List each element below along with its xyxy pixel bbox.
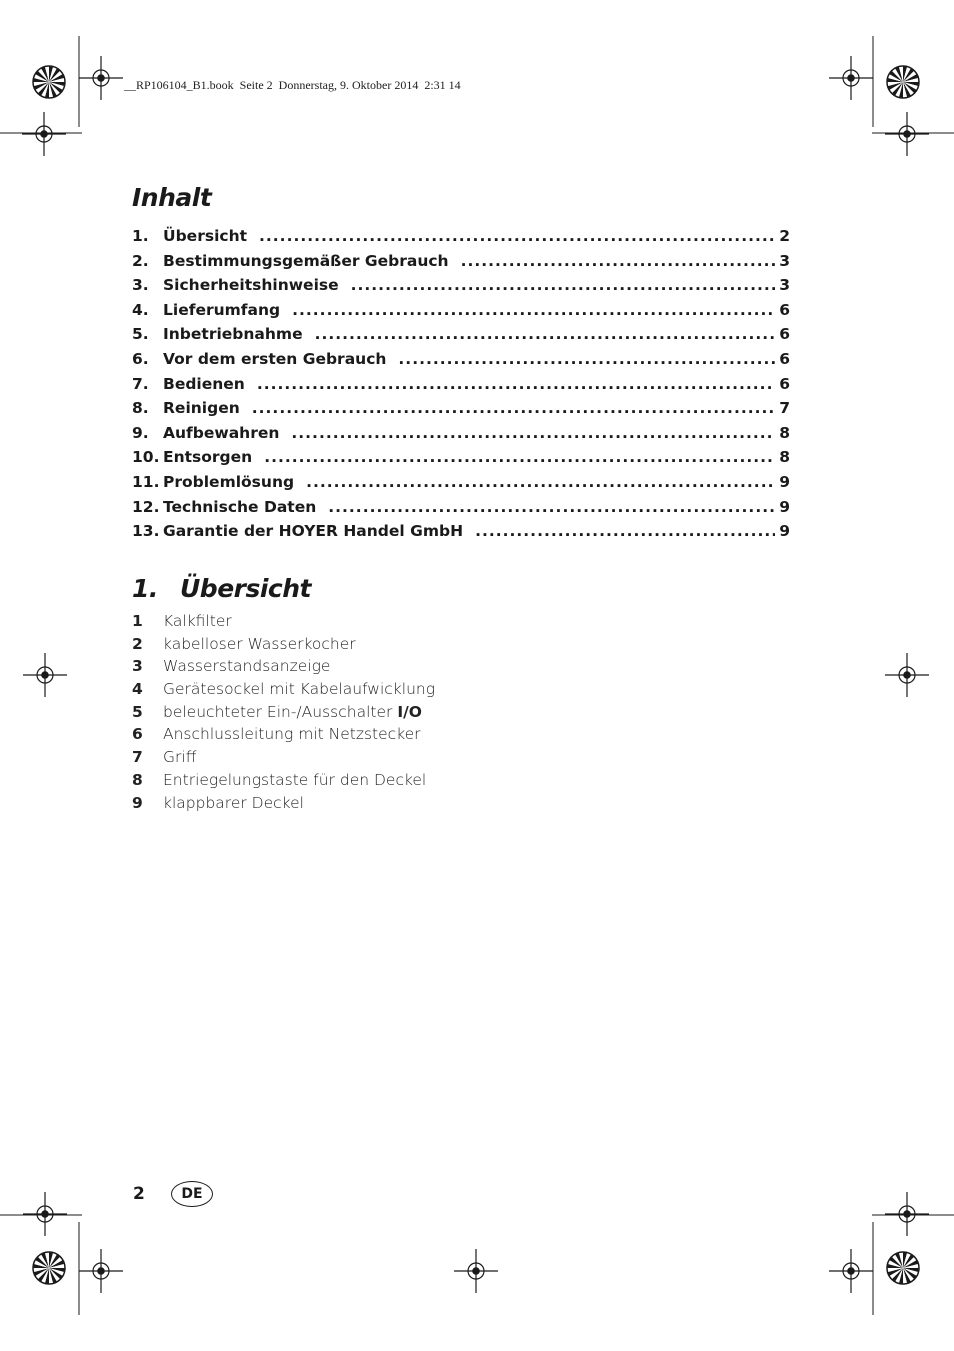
toc-entry-title: Bestimmungsgemäßer Gebrauch [163,251,449,270]
page-footer [133,1181,213,1207]
toc-entry-title: Inbetriebnahme [163,325,303,344]
list-item [132,703,435,726]
toc-entry[interactable] [132,252,790,277]
toc-dot-leader [351,276,776,294]
registration-crosshair-icon [79,56,123,100]
part-label: kabelloser Wasserkocher [163,634,356,653]
registration-crosshair-icon [79,1249,123,1293]
toc-entry-page: 8 [779,448,790,467]
list-item [132,771,435,794]
toc-dot-leader [257,375,775,393]
list-item [132,680,435,703]
color-wheel-icon [33,66,65,98]
toc-entry-number: 12. [132,497,160,516]
toc-entry-page: 9 [779,522,790,541]
registration-crosshair-icon [22,112,66,156]
part-number: 4 [132,680,143,699]
list-item [132,725,435,748]
part-label: beleuchteter Ein-/Ausschalter [163,702,393,721]
registration-crosshair-icon [23,653,67,697]
toc-entry[interactable] [132,375,790,400]
toc-entry-title: Vor dem ersten Gebrauch [163,349,387,368]
registration-crosshair-icon [885,653,929,697]
registration-crosshair-icon [829,56,873,100]
toc-entry-page: 3 [779,276,790,295]
part-label: Anschlussleitung mit Netzstecker [163,725,421,744]
toc-entry-page: 7 [779,399,790,418]
toc-entry-page: 8 [779,423,790,442]
part-number: 2 [132,634,143,653]
toc-entry-number: 8. [132,399,149,418]
part-number: 3 [132,657,143,676]
part-number: 1 [132,612,143,630]
toc-entry-title: Lieferumfang [163,300,281,319]
toc-entry[interactable] [132,301,790,326]
toc-entry-title: Technische Daten [163,497,317,516]
part-number: 9 [132,793,143,812]
toc-entry-number: 9. [132,423,149,442]
section-number: 1. [132,574,158,603]
toc-entry-number: 13. [132,522,160,541]
toc-entry-page: 9 [779,497,790,516]
part-label: klappbarer Deckel [163,793,304,812]
toc-dot-leader [461,252,776,270]
list-item [132,748,435,771]
toc-entry-page: 6 [779,325,790,344]
registration-crosshair-icon [23,1192,67,1236]
part-number: 8 [132,770,143,789]
toc-entry-number: 5. [132,325,149,344]
toc-entry-page: 3 [779,251,790,270]
section-heading [132,574,311,603]
toc-dot-leader [315,325,776,343]
color-wheel-icon [33,1252,65,1284]
color-wheel-icon [887,1252,919,1284]
part-label: Entriegelungstaste für den Deckel [163,770,427,789]
part-label: Kalkfilter [163,612,232,630]
table-of-contents [132,227,790,547]
toc-entry-title: Sicherheitshinweise [163,276,339,295]
parts-list [132,612,435,816]
toc-entry[interactable] [132,522,790,547]
toc-entry[interactable] [132,276,790,301]
toc-entry-number: 4. [132,300,149,319]
toc-entry[interactable] [132,325,790,350]
toc-entry[interactable] [132,448,790,473]
toc-entry[interactable] [132,424,790,449]
part-label: Gerätesockel mit Kabelaufwicklung [163,680,436,699]
toc-entry-number: 2. [132,251,149,270]
toc-entry-number: 1. [132,227,149,245]
list-item [132,612,435,635]
toc-entry[interactable] [132,498,790,523]
color-wheel-icon [887,66,919,98]
toc-dot-leader [259,227,775,245]
toc-entry-number: 11. [132,472,160,491]
toc-dot-leader [475,522,775,540]
toc-entry-title: Bedienen [163,374,245,393]
registration-crosshair-icon [885,1192,929,1236]
toc-entry-title: Aufbewahren [163,423,280,442]
toc-entry-page: 2 [779,227,790,245]
toc-entry[interactable] [132,473,790,498]
list-item [132,657,435,680]
toc-entry[interactable] [132,350,790,375]
page-number: 2 [133,1184,145,1204]
part-number: 6 [132,725,143,744]
language-badge: DE [171,1181,213,1207]
toc-entry[interactable] [132,399,790,424]
section-title: Übersicht [180,574,311,603]
part-label: Griff [163,748,197,767]
toc-dot-leader [328,498,775,516]
toc-dot-leader [252,399,775,417]
toc-entry-title: Übersicht [163,227,248,245]
toc-entry-number: 6. [132,349,149,368]
toc-dot-leader [306,473,775,491]
list-item [132,635,435,658]
toc-heading: Inhalt [132,183,212,212]
toc-entry-title: Problemlösung [163,472,295,491]
toc-entry[interactable] [132,227,790,252]
toc-dot-leader [264,448,775,466]
switch-symbol: I/O [397,702,422,721]
toc-entry-title: Garantie der HOYER Handel GmbH [163,522,464,541]
part-number: 5 [132,702,143,721]
toc-entry-page: 9 [779,472,790,491]
toc-dot-leader [292,301,775,319]
toc-dot-leader [398,350,775,368]
toc-entry-number: 7. [132,374,149,393]
toc-entry-title: Entsorgen [163,448,253,467]
registration-crosshair-icon [454,1249,498,1293]
toc-entry-page: 6 [779,349,790,368]
registration-crosshair-icon [885,112,929,156]
toc-entry-number: 3. [132,276,149,295]
list-item [132,794,435,817]
toc-dot-leader [291,424,775,442]
print-info-line: __RP106104_B1.book Seite 2 Donnerstag, 9. Oktober 2014 2:31 14 [124,78,461,92]
part-number: 7 [132,748,143,767]
toc-entry-page: 6 [779,374,790,393]
part-label: Wasserstandsanzeige [163,657,331,676]
toc-entry-title: Reinigen [163,399,240,418]
registration-crosshair-icon [829,1249,873,1293]
toc-entry-page: 6 [779,300,790,319]
toc-entry-number: 10. [132,448,160,467]
